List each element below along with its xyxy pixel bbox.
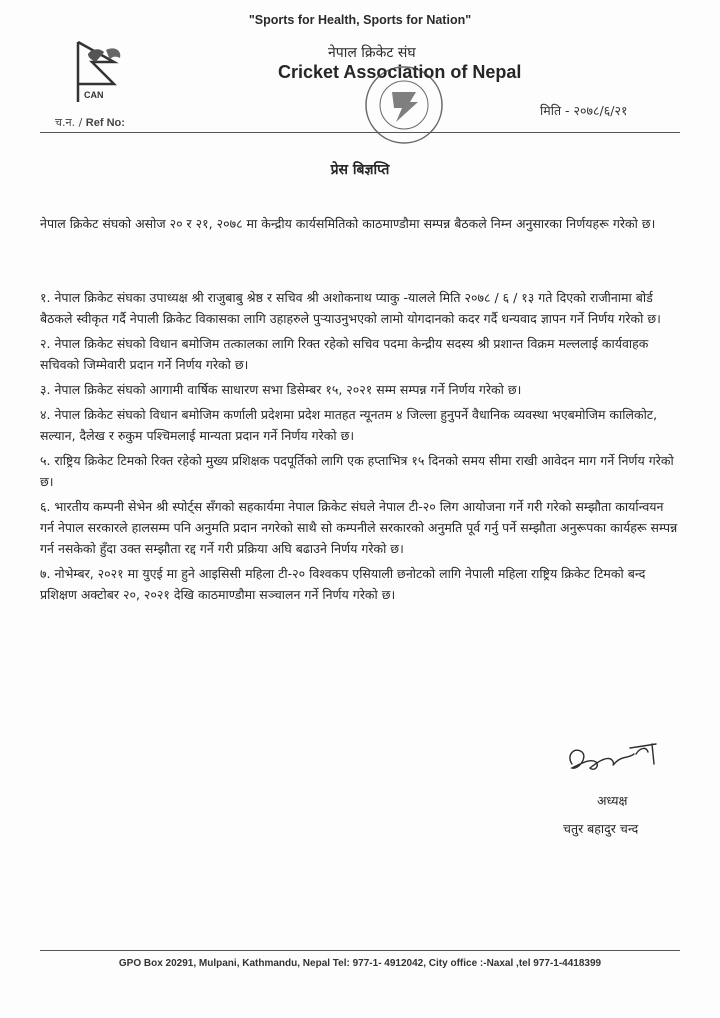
motto: "Sports for Health, Sports for Nation" [248, 13, 472, 27]
date-line [540, 102, 627, 119]
org-name-nepali: नेपाल क्रिकेट संघ [328, 45, 416, 61]
decision-item-6: ६. भारतीय कम्पनी सेभेन श्री स्पोर्ट्स सँगको सहकार्यमा नेपाल क्रिकेट संघले नेपाल टी-२० लिग आयोजना गर्ने गरी गरेको सम्झौता कार्यान्वयन गर्न नेपाल सरकारले हालसम्म पनि अनुमति प्रदान नगरेको साथै सो कम्पनीले सरकारको अनुमति पूर्व गर्नु पर्ने सम्झौता अनुरूपका कार्यहरू सम्पन्न गर्न नसकेको हुँदा उक्त सम्झौता रद्द गर्ने गरी प्रक्रिया अघि बढाउने निर्णय गरेको छ। [40, 499, 678, 556]
decision-item-1: १. नेपाल क्रिकेट संघका उपाध्यक्ष श्री राजुबाबु श्रेष्ठ र सचिव श्री अशोकनाथ प्याकु -यालले मिति २०७८ / ६ / १३ गते दिएको राजीनामा बोर्ड बैठकले स्वीकृत गर्दै नेपाली क्रिकेट विकासका लागि उहाहरुले पुऱ्याउनुभएको लामो योगदानको कदर गर्दै धन्यवाद ज्ञापन गर्ने निर्णय गरेको छ। [40, 290, 661, 326]
decision-item-4: ४. नेपाल क्रिकेट संघको विधान बमोजिम कर्णाली प्रदेशमा प्रदेश मातहत न्यूनतम ४ जिल्ला हुनुपर्ने वैधानिक व्यवस्था भएबमोजिम कालिकोट, सल्यान, दैलेख र रुकुम पश्चिमलाई मान्यता प्रदान गर्ने निर्णय गरेको छ। [40, 407, 658, 443]
document-title: प्रेस बिज्ञप्ति [330, 162, 390, 178]
date-value: २०७८/६/२१ [573, 103, 628, 118]
decision-item-3: ३. नेपाल क्रिकेट संघको आगामी वार्षिक साधारण सभा डिसेम्बर १५, २०२१ सम्म सम्पन्न गर्ने निर्णय गरेको छ। [40, 382, 522, 397]
date-label: मिति - [540, 103, 574, 118]
decision-list [40, 287, 680, 609]
header-divider [40, 132, 680, 133]
handwritten-signature [560, 734, 680, 784]
decision-item-2: २. नेपाल क्रिकेट संघको विधान बमोजिम तत्कालका लागि रिक्त रहेको सचिव पदमा केन्द्रीय सदस्य श्री प्रशान्त विक्रम मल्ललाई कार्यवाहक सचिवको जिम्मेवारी प्रदान गर्ने निर्णय गरेको छ। [40, 336, 649, 372]
can-flag-logo [70, 40, 140, 104]
decision-item-5: ५. राष्ट्रिय क्रिकेट टिमको रिक्त रहेको मुख्य प्रशिक्षक पदपूर्तिको लागि एक हप्ताभित्र १५ दिनको समय सीमा राखी आवेदन माग गर्ने निर्णय गरेको छ। [40, 453, 674, 489]
decision-item-7: ७. नोभेम्बर, २०२१ मा युएई मा हुने आइसिसी महिला टी-२० विश्वकप एसियाली छनोटको लागि नेपाली महिला राष्ट्रिय क्रिकेट टिमको बन्द प्रशिक्षण अक्टोबर २०, २०२१ देखि काठमाण्डौमा सञ्चालन गर्ने निर्णय गरेको छ। [40, 566, 646, 602]
signatory-role: अध्यक्ष [597, 793, 628, 808]
org-name-english: Cricket Association of Nepal [278, 62, 522, 82]
ref-label-nepali: च.न. / [55, 116, 86, 129]
footer-contact: GPO Box 20291, Mulpani, Kathmandu, Nepal Tel: 977-1- 4912042, City office :-Naxal ,tel 977-1-4418399 [118, 958, 602, 969]
signatory-name: चतुर बहादुर चन्द [563, 821, 639, 836]
ref-number-line [55, 115, 125, 130]
logo-text: CAN [84, 90, 104, 100]
official-seal-stamp [360, 64, 448, 146]
ref-label-english: Ref No: [85, 117, 125, 129]
intro-paragraph: नेपाल क्रिकेट संघको असोज २० र २१, २०७८ मा केन्द्रीय कार्यसमितिको काठमाण्डौमा सम्पन्न बैठकले निम्न अनुसारका निर्णयहरू गरेको छ। [40, 216, 656, 231]
footer-divider [40, 950, 680, 951]
